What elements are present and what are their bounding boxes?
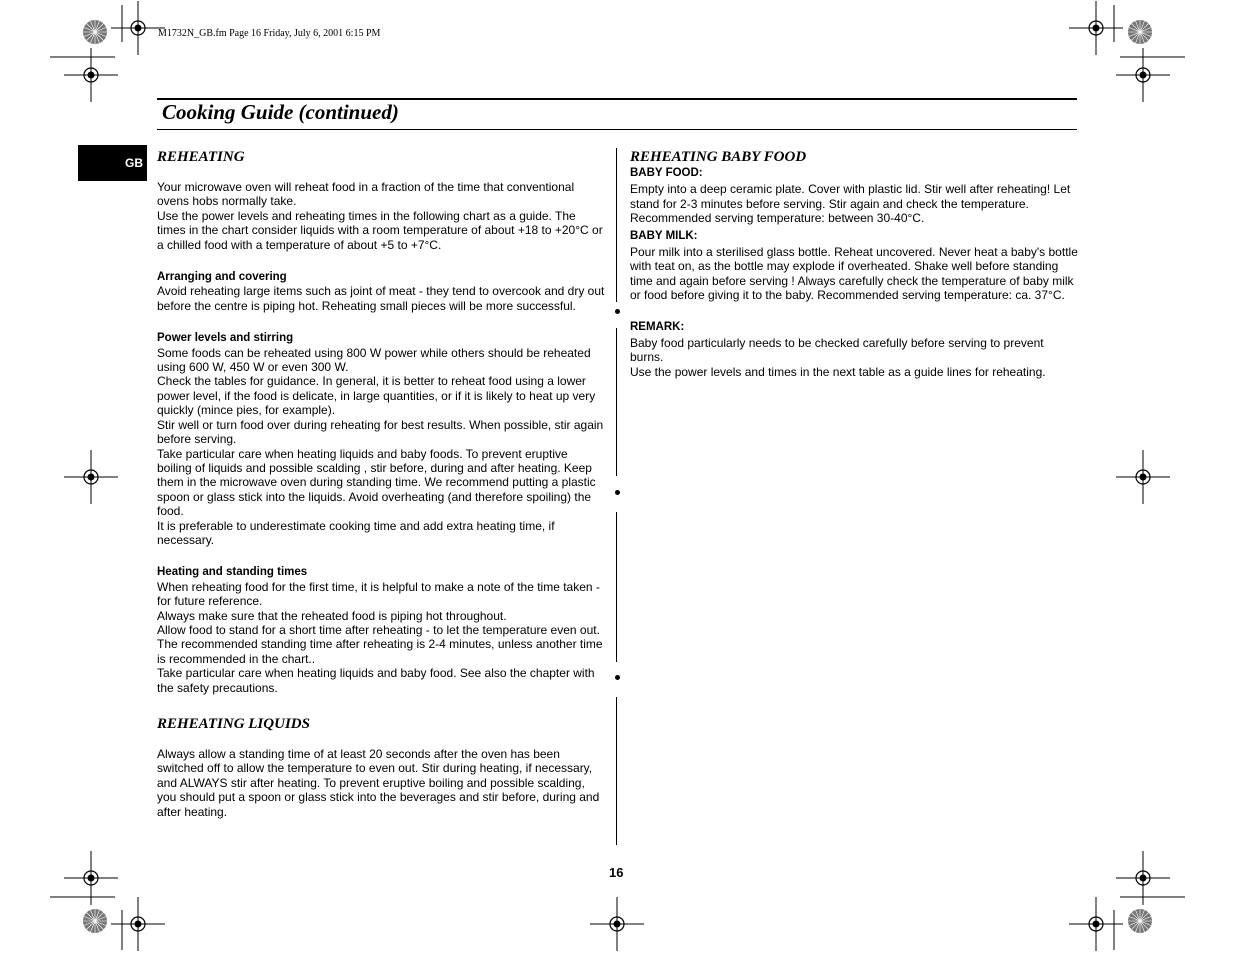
remark-text-1: Baby food particularly needs to be checked carefully before serving to prevent burns. bbox=[630, 336, 1044, 365]
baby-milk-subheading: BABY MILK: bbox=[630, 229, 698, 242]
baby-food-heading: REHEATING BABY FOOD bbox=[630, 149, 807, 165]
page-number: 16 bbox=[609, 865, 624, 880]
page-title: Cooking Guide (continued) bbox=[162, 100, 399, 124]
power-text-5: It is preferable to underestimate cooking time and add extra heating time, if necessary. bbox=[157, 518, 555, 547]
reheating-intro-2: Use the power levels and reheating times in the following chart as a guide. The times in the chart consider liquids with a room temperature of about +18 to +20°C or a chilled food with a temperature of about +5 to +7°C. bbox=[157, 208, 603, 252]
remark-text-2: Use the power levels and times in the next table as a guide lines for reheating. bbox=[630, 364, 1046, 379]
power-text-2: Check the tables for guidance. In general, it is better to reheat food using a lower power level, if the food is delicate, in large quantities, or if it is likely to heat up very quickly (mince pies, for example). bbox=[157, 374, 596, 418]
column-divider-2 bbox=[616, 328, 617, 476]
reheating-heading: REHEATING bbox=[157, 149, 245, 165]
file-info: M1732N_GB.fm Page 16 Friday, July 6, 2001 6:15 PM bbox=[158, 28, 381, 39]
column-divider-3 bbox=[616, 512, 617, 662]
left-column bbox=[157, 148, 605, 819]
language-tab: GB bbox=[78, 145, 147, 181]
baby-milk-text: Pour milk into a sterilised glass bottle. Reheat uncovered. Never heat a baby's bottle with teat on, as the bottle may explode if overheated. Shake well before standing time and again before serving ! Always carefully check the temperature of baby milk or food before giving it to the baby. Recommended serving temperature: ca. 37°C. bbox=[630, 245, 1078, 303]
divider-dot bbox=[615, 309, 620, 314]
arranging-text: Avoid reheating large items such as joint of meat - they tend to overcook and dry out before the centre is piping hot. Reheating small pieces will be more successful. bbox=[157, 284, 605, 313]
remark-subheading: REMARK: bbox=[630, 320, 685, 333]
column-divider-1 bbox=[616, 148, 617, 302]
reheating-liquids-heading: REHEATING LIQUIDS bbox=[157, 716, 310, 732]
column-divider-4 bbox=[616, 697, 617, 845]
heating-times-heading: Heating and standing times bbox=[157, 566, 308, 579]
heating-times-text-1: When reheating food for the first time, it is helpful to make a note of the time taken - for future reference. bbox=[157, 579, 600, 609]
divider-dot bbox=[615, 490, 620, 495]
arranging-heading: Arranging and covering bbox=[157, 271, 287, 284]
heating-times-text-5: Take particular care when heating liquids and baby food. See also the chapter with the safety precautions. bbox=[157, 666, 595, 695]
power-text-3: Stir well or turn food over during reheating for best results. When possible, stir again before serving. bbox=[157, 417, 604, 447]
title-bottom-rule bbox=[157, 129, 1077, 130]
reheating-liquids-text: Always allow a standing time of at least 20 seconds after the oven has been switched off to allow the temperature to even out. Stir during heating, if necessary, and ALWAYS stir after heating. To prevent eruptive boiling and possible scalding, you should put a spoon or glass stick into the beverages and stir before, during and after heating. bbox=[157, 747, 600, 819]
baby-food-text: Empty into a deep ceramic plate. Cover with plastic lid. Stir well after reheating! Let stand for 2-3 minutes before serving. Stir again and check the temperature. Recommended serving temperature: between 30-40°C. bbox=[630, 182, 1071, 226]
reheating-intro-1: Your microwave oven will reheat food in a fraction of the time that conventional ovens hobs normally take. bbox=[157, 180, 575, 209]
heating-times-text-3: Allow food to stand for a short time after reheating - to let the temperature even out. bbox=[157, 622, 600, 637]
heating-times-text-2: Always make sure that the reheated food is piping hot throughout. bbox=[157, 608, 507, 623]
right-column bbox=[630, 148, 1078, 379]
power-text-1: Some foods can be reheated using 800 W power while others should be reheated using 600 W, 450 W or even 300 W. bbox=[157, 345, 591, 375]
divider-dot bbox=[615, 675, 620, 680]
power-heading: Power levels and stirring bbox=[157, 332, 294, 345]
baby-food-subheading: BABY FOOD: bbox=[630, 167, 703, 179]
heating-times-text-4: The recommended standing time after reheating is 2-4 minutes, unless another time is recommended in the chart.. bbox=[157, 637, 603, 666]
power-text-4: Take particular care when heating liquids and baby foods. To prevent eruptive boiling of liquids and possible scalding , stir before, during and after heating. Keep them in the microwave oven during standing time. We recommend putting a plastic spoon or glass stick into the liquids. Avoid overheating (and therefore spoiling) the food. bbox=[157, 446, 596, 519]
